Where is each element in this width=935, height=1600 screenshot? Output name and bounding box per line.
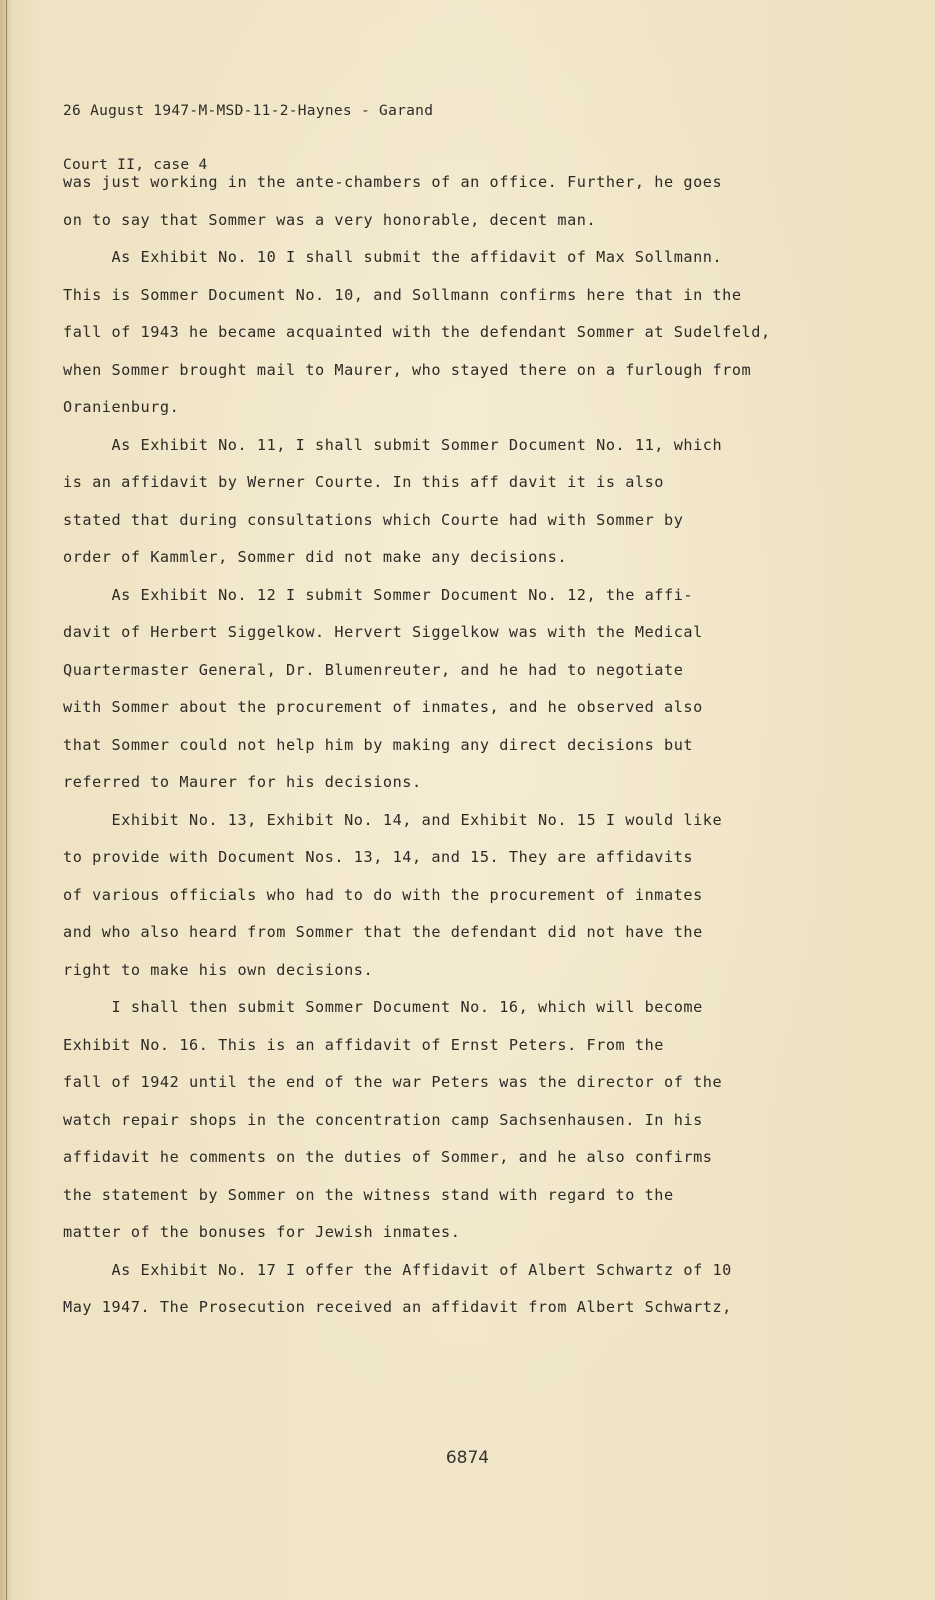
body-line: stated that during consultations which Courte had with Sommer by: [63, 510, 684, 529]
body-line: was just working in the ante-chambers of an office. Further, he goes: [63, 173, 723, 191]
body-line: fall of 1942 until the end of the war Peters was the director of the: [63, 1073, 723, 1091]
body-line: and who also heard from Sommer that the defendant did not have the: [63, 923, 703, 941]
page-left-edge-line: [6, 0, 7, 1600]
body-line: Oranienburg.: [63, 398, 180, 416]
body-line: on to say that Sommer was a very honorable, decent man.: [63, 210, 597, 229]
body-line: As Exhibit No. 10 I shall submit the affidavit of Max Sollmann.: [63, 248, 723, 266]
body-line: fall of 1943 he became acquainted with the defendant Sommer at Sudelfeld,: [63, 323, 771, 341]
body-line: Quartermaster General, Dr. Blumenreuter, and he had to negotiate: [63, 660, 684, 679]
body-line: As Exhibit No. 11, I shall submit Sommer Document No. 11, which: [63, 435, 723, 454]
body-line: As Exhibit No. 12 I submit Sommer Document No. 12, the affi-: [63, 585, 694, 604]
page-number: 6874: [445, 1448, 490, 1468]
header-court-line: Court II, case 4: [63, 157, 208, 173]
body-line: to provide with Document Nos. 13, 14, and 15. They are affidavits: [63, 848, 694, 866]
body-line: referred to Maurer for his decisions.: [63, 773, 422, 791]
body-line: Exhibit No. 13, Exhibit No. 14, and Exhibit No. 15 I would like: [63, 810, 723, 829]
body-line: when Sommer brought mail to Maurer, who stayed there on a furlough from: [63, 360, 752, 379]
transcript-body: [63, 164, 863, 1327]
body-line: right to make his own decisions.: [63, 960, 374, 979]
header-date-line: 26 August 1947-M-MSD-11-2-Haynes - Garand: [63, 103, 434, 119]
body-line: May 1947. The Prosecution received an affidavit from Albert Schwartz,: [63, 1298, 732, 1316]
body-line: davit of Herbert Siggelkow. Hervert Siggelkow was with the Medical: [63, 623, 703, 641]
body-line: the statement by Sommer on the witness stand with regard to the: [63, 1185, 674, 1204]
body-line: I shall then submit Sommer Document No. 16, which will become: [63, 998, 703, 1016]
body-line: order of Kammler, Sommer did not make any decisions.: [63, 548, 568, 566]
body-line: matter of the bonuses for Jewish inmates.: [63, 1223, 461, 1241]
body-line: that Sommer could not help him by making any direct decisions but: [63, 735, 694, 754]
body-line: watch repair shops in the concentration camp Sachsenhausen. In his: [63, 1110, 703, 1129]
body-line: This is Sommer Document No. 10, and Sollmann confirms here that in the: [63, 285, 742, 304]
body-line: affidavit he comments on the duties of Sommer, and he also confirms: [63, 1148, 713, 1166]
body-line: of various officials who had to do with the procurement of inmates: [63, 885, 703, 904]
body-line: Exhibit No. 16. This is an affidavit of Ernst Peters. From the: [63, 1035, 665, 1054]
body-line: is an affidavit by Werner Courte. In this aff davit it is also: [63, 473, 665, 491]
body-line: with Sommer about the procurement of inmates, and he observed also: [63, 698, 703, 716]
body-line: As Exhibit No. 17 I offer the Affidavit of Albert Schwartz of 10: [63, 1260, 732, 1279]
